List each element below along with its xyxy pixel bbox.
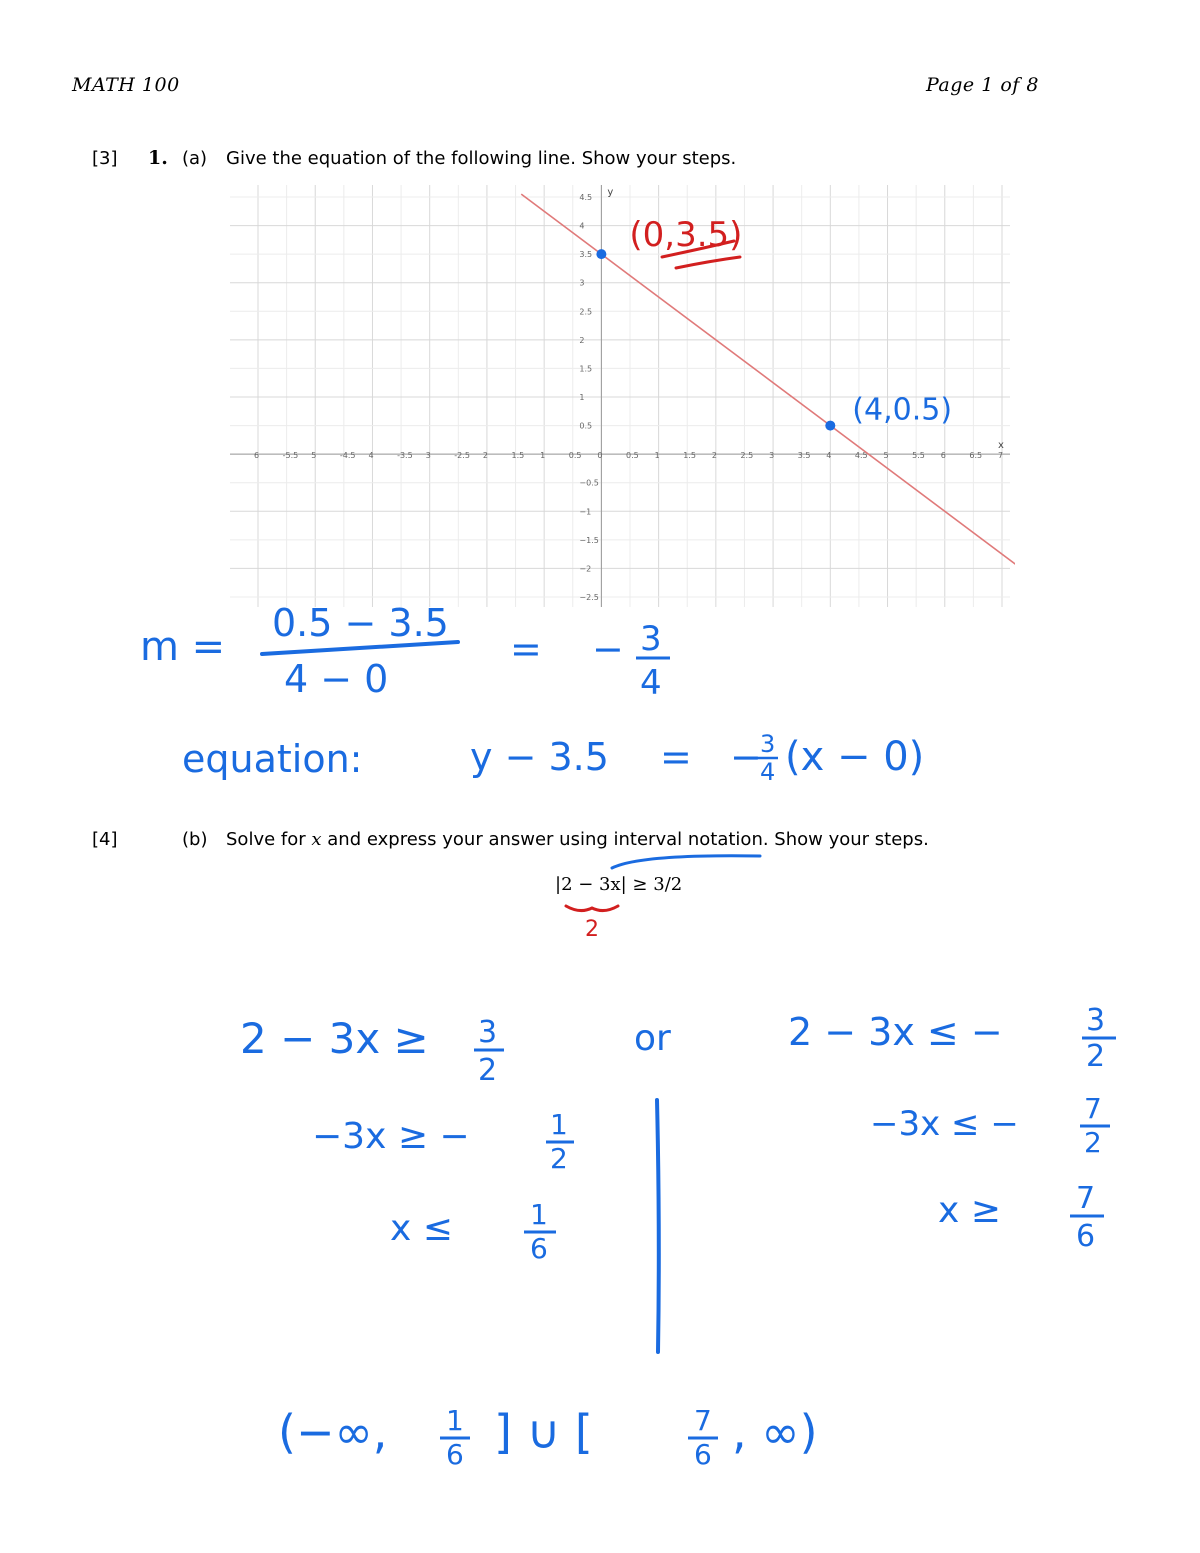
part-b-prompt-after: and express your answer using interval notation. Show your steps. bbox=[327, 829, 929, 850]
slope-label: m = bbox=[140, 624, 226, 670]
slope-result-sign: − bbox=[592, 627, 624, 671]
course-title: MATH 100 bbox=[72, 74, 180, 96]
plotted-line bbox=[521, 194, 1015, 569]
slope-equals: = bbox=[510, 627, 542, 671]
x-tick-label: 1.5 bbox=[511, 451, 525, 461]
x-tick-label: 4 bbox=[368, 451, 374, 461]
x-tick-label: 6.5 bbox=[969, 451, 983, 461]
x-tick-label: -3.5 bbox=[397, 451, 413, 461]
x-tick-label: 3 bbox=[425, 451, 431, 461]
right-case-line2: −3x ≤ − bbox=[870, 1104, 1019, 1144]
answer-frac2-num: 7 bbox=[694, 1404, 712, 1437]
y-tick-label: 4.5 bbox=[579, 193, 593, 202]
equation-frac-numerator: 3 bbox=[760, 730, 776, 758]
right-case-line1-num: 3 bbox=[1086, 1003, 1106, 1038]
y-tick-label: 1 bbox=[579, 393, 585, 402]
marks-part-b: [4] bbox=[92, 829, 118, 850]
slope-denominator: 4 − 0 bbox=[284, 657, 389, 701]
left-case-line1-den: 2 bbox=[478, 1053, 498, 1088]
y-tick-label: 2.5 bbox=[579, 307, 593, 317]
x-tick-label: 5 bbox=[883, 451, 889, 461]
y-tick-label: −1.5 bbox=[579, 535, 599, 545]
x-tick-label: 6 bbox=[254, 451, 260, 461]
x-tick-label: 5.5 bbox=[912, 451, 925, 461]
x-tick-label: 5 bbox=[311, 451, 317, 461]
equation-equals: = bbox=[660, 735, 692, 779]
left-case-line2: −3x ≥ − bbox=[312, 1116, 470, 1157]
x-tick-label: -5.5 bbox=[282, 451, 299, 461]
equation-right-sign: − bbox=[730, 735, 762, 779]
left-case-line2-den: 2 bbox=[550, 1142, 568, 1175]
answer-part1: (−∞, bbox=[278, 1405, 388, 1459]
x-tick-label: 0 bbox=[597, 451, 603, 461]
line-graph bbox=[230, 185, 1015, 610]
under-two: 2 bbox=[585, 917, 599, 942]
part-b-handwriting bbox=[0, 840, 1200, 1480]
x-tick-label: 2.5 bbox=[740, 451, 754, 461]
right-case-line3: x ≥ bbox=[938, 1190, 1001, 1231]
x-tick-label: -2.5 bbox=[454, 451, 470, 461]
x-tick-label: 2 bbox=[711, 451, 717, 461]
part-b-variable: x bbox=[311, 829, 322, 850]
point-label-4-0.5: (4,0.5) bbox=[852, 392, 953, 428]
y-tick-label: −2.5 bbox=[579, 593, 599, 602]
answer-frac1-num: 1 bbox=[446, 1404, 464, 1437]
right-case-line2-num: 7 bbox=[1084, 1092, 1102, 1125]
part-a-prompt: Give the equation of the following line. Show your steps. bbox=[226, 148, 737, 169]
x-tick-label: 7 bbox=[998, 451, 1004, 461]
equation-label: equation: bbox=[182, 737, 363, 781]
slope-result-numerator: 3 bbox=[640, 619, 662, 659]
x-tick-label: -4.5 bbox=[339, 451, 356, 461]
y-tick-label: 3 bbox=[579, 278, 585, 288]
y-tick-label: 3.5 bbox=[579, 250, 593, 260]
data-point bbox=[596, 249, 606, 259]
equation-right-rest: (x − 0) bbox=[785, 734, 925, 780]
y-tick-label: 1.5 bbox=[579, 364, 593, 374]
page-number: Page 1 of 8 bbox=[926, 74, 1039, 96]
red-underline-2 bbox=[676, 257, 740, 268]
left-case-line1-num: 3 bbox=[478, 1015, 498, 1050]
left-case-line3-den: 6 bbox=[530, 1232, 548, 1265]
x-tick-label: 6 bbox=[940, 451, 946, 461]
left-case-line3: x ≤ bbox=[390, 1208, 453, 1249]
answer-part3: , ∞) bbox=[732, 1405, 818, 1459]
part-a-handwriting bbox=[0, 590, 1200, 800]
x-tick-label: 1.5 bbox=[683, 451, 696, 461]
part-a-label: (a) bbox=[182, 148, 208, 169]
right-case-line2-den: 2 bbox=[1084, 1126, 1102, 1159]
answer-part2: ] ∪ [ bbox=[494, 1405, 593, 1459]
y-tick-label: −0.5 bbox=[579, 478, 599, 488]
inequality: |2 − 3x| ≥ 3/2 bbox=[555, 874, 683, 895]
y-tick-label: −1 bbox=[579, 507, 592, 517]
x-tick-label: 4.5 bbox=[854, 451, 868, 461]
y-axis-label: y bbox=[607, 187, 614, 198]
right-case-line1: 2 − 3x ≤ − bbox=[788, 1010, 1003, 1054]
marks-part-a: [3] bbox=[92, 148, 118, 169]
x-tick-label: 0.5 bbox=[568, 451, 582, 461]
slope-numerator: 0.5 − 3.5 bbox=[272, 601, 449, 645]
left-case-line2-num: 1 bbox=[550, 1108, 568, 1141]
left-case-line3-num: 1 bbox=[530, 1198, 548, 1231]
y-tick-label: 2 bbox=[579, 335, 585, 345]
x-axis-label: x bbox=[998, 440, 1004, 452]
y-tick-label: 0.5 bbox=[579, 421, 593, 431]
slope-result-denominator: 4 bbox=[640, 663, 662, 703]
y-tick-label: −2 bbox=[579, 564, 592, 574]
part-b-prompt-before: Solve for bbox=[226, 829, 306, 850]
answer-frac1-den: 6 bbox=[446, 1438, 464, 1471]
question-number: 1. bbox=[148, 147, 168, 169]
data-point bbox=[825, 421, 835, 431]
x-tick-label: 3 bbox=[769, 451, 775, 461]
x-tick-label: 3.5 bbox=[797, 451, 811, 461]
answer-frac2-den: 6 bbox=[694, 1438, 712, 1471]
part-b-label: (b) bbox=[182, 829, 208, 850]
x-tick-label: 4 bbox=[826, 451, 832, 461]
right-case-line3-num: 7 bbox=[1076, 1181, 1096, 1216]
equation-frac-denominator: 4 bbox=[760, 758, 776, 786]
left-case-line1: 2 − 3x ≥ bbox=[240, 1014, 429, 1063]
x-tick-label: 2 bbox=[482, 451, 489, 461]
equation-left: y − 3.5 bbox=[470, 735, 609, 779]
x-tick-label: 1 bbox=[540, 451, 546, 461]
x-tick-label: 1 bbox=[654, 451, 660, 461]
x-tick-label: 0.5 bbox=[626, 451, 639, 461]
point-label-0-3.5: (0,3.5) bbox=[629, 215, 743, 256]
or-word: or bbox=[634, 1018, 671, 1059]
right-case-line3-den: 6 bbox=[1076, 1219, 1096, 1254]
y-tick-label: 4 bbox=[579, 221, 585, 231]
right-case-line1-den: 2 bbox=[1086, 1039, 1106, 1074]
